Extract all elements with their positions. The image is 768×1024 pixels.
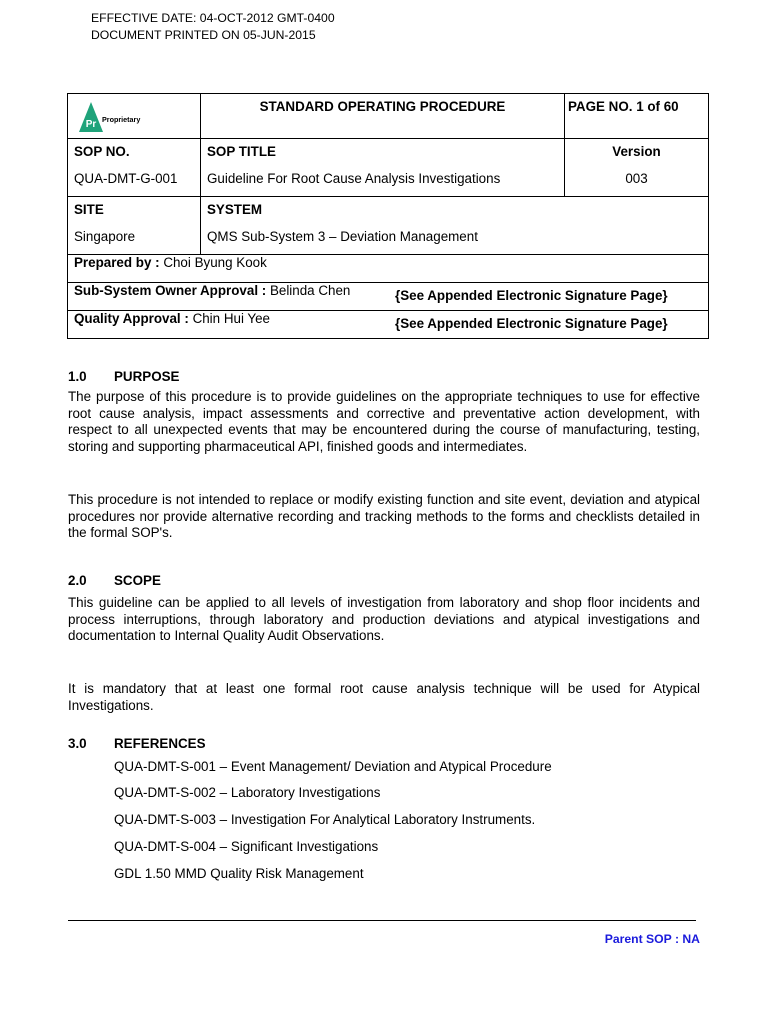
reference-item: QUA-DMT-S-003 – Investigation For Analytical Laboratory Instruments.: [114, 812, 536, 827]
reference-item: QUA-DMT-S-001 – Event Management/ Deviation and Atypical Procedure: [114, 759, 552, 774]
purpose-paragraph-1: The purpose of this procedure is to provide guidelines on the appropriate techniques to use for effective root cause analysis, impact assessments and corrective and preventative action development, with respect to all unexpected events that may be encountered during the course of manufacturing, testing, storing and supporting pharmaceutical API, finished goods and intermediates.: [68, 389, 700, 454]
quality-approval-label: Quality Approval :: [74, 311, 193, 326]
scope-paragraph-2: It is mandatory that at least one formal root cause analysis technique will be used for Atypical Investigations.: [68, 681, 700, 713]
reference-item: QUA-DMT-S-002 – Laboratory Investigations: [114, 785, 381, 800]
parent-sop: Parent SOP : NA: [604, 932, 700, 946]
version-cell: [565, 139, 709, 197]
reference-item: GDL 1.50 MMD Quality Risk Management: [114, 866, 364, 881]
triangle-logo-icon: [79, 102, 103, 132]
section-number: 2.0: [68, 573, 87, 588]
sop-no-cell: [68, 139, 201, 197]
logo-cell: [68, 94, 201, 139]
prepared-by-row: [68, 255, 709, 283]
section-title: REFERENCES: [114, 736, 206, 751]
section-heading-references: [68, 736, 206, 751]
site-value: Singapore: [74, 229, 136, 244]
owner-approval-row: [68, 283, 709, 311]
logo-label: Proprietary: [102, 115, 141, 124]
sop-title-cell: [201, 139, 565, 197]
system-value: QMS Sub-System 3 – Deviation Management: [207, 229, 478, 244]
system-label: SYSTEM: [207, 202, 263, 217]
site-label: SITE: [74, 202, 104, 217]
effective-date: EFFECTIVE DATE: 04-OCT-2012 GMT-0400: [91, 11, 335, 25]
printed-on-date: DOCUMENT PRINTED ON 05-JUN-2015: [91, 28, 316, 42]
section-number: 1.0: [68, 369, 87, 384]
section-title: PURPOSE: [114, 369, 180, 384]
section-number: 3.0: [68, 736, 87, 751]
sop-heading: STANDARD OPERATING PROCEDURE: [201, 94, 565, 139]
owner-signature-note: {See Appended Electronic Signature Page}: [395, 288, 668, 303]
footer-divider: [68, 920, 696, 921]
version-label: Version: [612, 144, 661, 159]
sop-no-label: SOP NO.: [74, 144, 130, 159]
purpose-paragraph-2: This procedure is not intended to replace or modify existing function and site event, deviation and atypical procedures nor provide alternative recording and tracking methods to the forms and checklists detailed in the formal SOP's.: [68, 492, 700, 541]
section-title: SCOPE: [114, 573, 161, 588]
reference-item: QUA-DMT-S-004 – Significant Investigations: [114, 839, 379, 854]
sop-header-table: [67, 93, 709, 339]
prepared-by-value: Choi Byung Kook: [163, 255, 267, 270]
sop-no-value: QUA-DMT-G-001: [74, 171, 178, 186]
version-value: 003: [625, 171, 648, 186]
owner-approval-value: Belinda Chen: [269, 283, 351, 298]
scope-paragraph-1: This guideline can be applied to all levels of investigation from laboratory and shop floor incidents and process interruptions, through laboratory and production deviations and atypical investigations and documentation to Internal Quality Audit Observations.: [68, 595, 700, 644]
section-heading-scope: [68, 573, 161, 588]
proprietary-logo: [79, 102, 140, 132]
site-cell: [68, 197, 201, 255]
sop-title-value: Guideline For Root Cause Analysis Investigations: [207, 171, 501, 186]
sop-title-label: SOP TITLE: [207, 144, 276, 159]
quality-signature-note: {See Appended Electronic Signature Page}: [395, 316, 668, 331]
section-heading-purpose: [68, 369, 179, 384]
system-cell: [201, 197, 709, 255]
quality-approval-row: [68, 311, 709, 339]
quality-approval-value: Chin Hui Yee: [192, 311, 270, 326]
page-number: PAGE NO. 1 of 60: [565, 94, 709, 139]
owner-approval-label: Sub-System Owner Approval :: [74, 283, 270, 298]
logo-mark: Pr: [85, 119, 97, 130]
prepared-by-label: Prepared by :: [74, 255, 164, 270]
